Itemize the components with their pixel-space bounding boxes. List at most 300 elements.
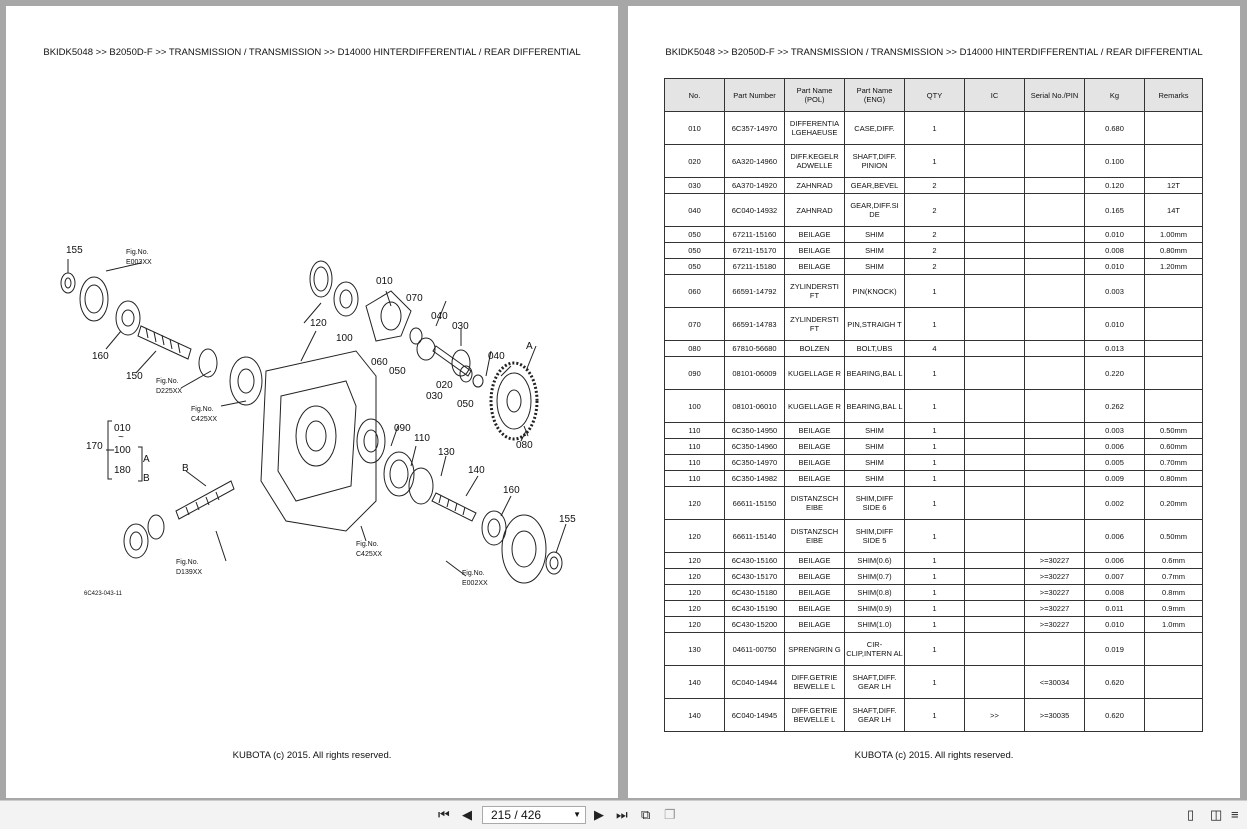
table-cell: 6C430-15180 bbox=[725, 585, 785, 601]
table-cell: 67211-15160 bbox=[725, 227, 785, 243]
left-page bbox=[6, 6, 618, 798]
table-cell: 6C430-15200 bbox=[725, 617, 785, 633]
copy-icon[interactable]: ❐ bbox=[664, 807, 676, 822]
table-cell: >=30227 bbox=[1025, 569, 1085, 585]
table-cell: 6A320-14960 bbox=[725, 145, 785, 178]
table-cell: 1 bbox=[905, 390, 965, 423]
table-cell: 1 bbox=[905, 699, 965, 732]
table-cell: 0.120 bbox=[1085, 178, 1145, 194]
chevron-down-icon: ▼ bbox=[573, 810, 581, 819]
table-cell: 070 bbox=[665, 308, 725, 341]
table-cell: 04611-00750 bbox=[725, 633, 785, 666]
table-cell: >=30227 bbox=[1025, 553, 1085, 569]
table-cell: 0.220 bbox=[1085, 357, 1145, 390]
table-cell: 1 bbox=[905, 617, 965, 633]
svg-text:C425XX: C425XX bbox=[356, 551, 383, 558]
table-cell: 130 bbox=[665, 633, 725, 666]
table-cell: SHIM bbox=[845, 439, 905, 455]
table-row bbox=[665, 471, 1203, 487]
table-cell: 120 bbox=[665, 520, 725, 553]
table-cell: 08101-06009 bbox=[725, 357, 785, 390]
svg-text:040: 040 bbox=[488, 351, 505, 362]
table-cell: 010 bbox=[665, 112, 725, 145]
table-cell bbox=[1145, 275, 1203, 308]
table-cell: 1.0mm bbox=[1145, 617, 1203, 633]
table-cell: 12T bbox=[1145, 178, 1203, 194]
table-cell: BEILAGE bbox=[785, 553, 845, 569]
table-row bbox=[665, 601, 1203, 617]
table-row bbox=[665, 390, 1203, 423]
table-cell: ZAHNRAD bbox=[785, 178, 845, 194]
page-number-select[interactable] bbox=[482, 806, 586, 824]
table-cell: CASE,DIFF. bbox=[845, 112, 905, 145]
table-cell bbox=[1025, 455, 1085, 471]
table-cell: 0.003 bbox=[1085, 423, 1145, 439]
table-cell: 6C350-14950 bbox=[725, 423, 785, 439]
table-cell bbox=[965, 341, 1025, 357]
table-cell bbox=[965, 227, 1025, 243]
table-row bbox=[665, 243, 1203, 259]
table-row bbox=[665, 178, 1203, 194]
svg-text:Fig.No.: Fig.No. bbox=[126, 249, 149, 256]
table-cell: 0.8mm bbox=[1145, 585, 1203, 601]
table-cell: 0.007 bbox=[1085, 569, 1145, 585]
table-cell bbox=[1025, 308, 1085, 341]
table-cell: 0.010 bbox=[1085, 308, 1145, 341]
table-cell: 0.50mm bbox=[1145, 423, 1203, 439]
table-cell: 110 bbox=[665, 423, 725, 439]
table-cell: DIFFERENTIA LGEHAEUSE bbox=[785, 112, 845, 145]
table-cell: 1 bbox=[905, 145, 965, 178]
svg-text:Fig.No.: Fig.No. bbox=[156, 378, 179, 385]
table-cell: SHIM bbox=[845, 227, 905, 243]
svg-text:020: 020 bbox=[436, 380, 453, 391]
table-cell bbox=[965, 666, 1025, 699]
col-header-part-name-eng: Part Name (ENG) bbox=[845, 79, 905, 112]
table-cell bbox=[1145, 357, 1203, 390]
table-cell: BOLZEN bbox=[785, 341, 845, 357]
table-cell: 6C040-14932 bbox=[725, 194, 785, 227]
table-cell: 0.019 bbox=[1085, 633, 1145, 666]
table-row bbox=[665, 194, 1203, 227]
table-cell: 1.20mm bbox=[1145, 259, 1203, 275]
table-cell bbox=[965, 243, 1025, 259]
table-cell: SHIM(0.9) bbox=[845, 601, 905, 617]
table-cell bbox=[1025, 520, 1085, 553]
table-cell: 2 bbox=[905, 259, 965, 275]
table-cell: 050 bbox=[665, 227, 725, 243]
table-cell: 0.008 bbox=[1085, 243, 1145, 259]
table-cell bbox=[1145, 666, 1203, 699]
col-header-part-name-pol: Part Name (POL) bbox=[785, 79, 845, 112]
svg-text:090: 090 bbox=[394, 423, 411, 434]
table-cell: DIFF.GETRIE BEWELLE L bbox=[785, 666, 845, 699]
table-cell: BEILAGE bbox=[785, 259, 845, 275]
table-cell: 67211-15170 bbox=[725, 243, 785, 259]
table-cell bbox=[1145, 308, 1203, 341]
table-cell: 2 bbox=[905, 178, 965, 194]
table-cell: 4 bbox=[905, 341, 965, 357]
table-cell bbox=[1025, 341, 1085, 357]
table-cell: >> bbox=[965, 699, 1025, 732]
svg-text:D225XX: D225XX bbox=[156, 388, 183, 395]
table-cell: SHIM(1.0) bbox=[845, 617, 905, 633]
table-cell bbox=[1025, 439, 1085, 455]
footer-left: KUBOTA (c) 2015. All rights reserved. bbox=[232, 750, 392, 761]
table-cell: 0.620 bbox=[1085, 699, 1145, 732]
last-page-icon[interactable]: ⏭ bbox=[616, 807, 628, 822]
table-cell bbox=[1145, 112, 1203, 145]
table-cell: 110 bbox=[665, 471, 725, 487]
table-row bbox=[665, 227, 1203, 243]
svg-text:050: 050 bbox=[457, 399, 474, 410]
col-header-kg: Kg bbox=[1085, 79, 1145, 112]
table-cell: KUGELLAGE R bbox=[785, 357, 845, 390]
table-cell: 6C430-15170 bbox=[725, 569, 785, 585]
table-cell: 67211-15180 bbox=[725, 259, 785, 275]
table-row bbox=[665, 439, 1203, 455]
table-cell: 1 bbox=[905, 569, 965, 585]
table-cell: 090 bbox=[665, 357, 725, 390]
svg-text:080: 080 bbox=[516, 440, 533, 451]
table-cell: 0.002 bbox=[1085, 487, 1145, 520]
table-cell: 1 bbox=[905, 423, 965, 439]
table-cell: 120 bbox=[665, 569, 725, 585]
table-cell: BEILAGE bbox=[785, 569, 845, 585]
table-cell bbox=[1025, 194, 1085, 227]
table-cell bbox=[965, 259, 1025, 275]
svg-text:Fig.No.: Fig.No. bbox=[176, 559, 199, 566]
table-cell: 1 bbox=[905, 585, 965, 601]
table-cell bbox=[1025, 390, 1085, 423]
table-cell: 67810-56680 bbox=[725, 341, 785, 357]
table-cell: 0.003 bbox=[1085, 275, 1145, 308]
table-cell: 1 bbox=[905, 455, 965, 471]
table-cell: 0.165 bbox=[1085, 194, 1145, 227]
table-cell bbox=[1025, 275, 1085, 308]
next-page-icon[interactable]: ▶ bbox=[594, 807, 604, 822]
svg-text:030: 030 bbox=[426, 391, 443, 402]
table-cell: 080 bbox=[665, 341, 725, 357]
col-header-qty: QTY bbox=[905, 79, 965, 112]
table-cell: 6C430-15190 bbox=[725, 601, 785, 617]
table-cell: 120 bbox=[665, 617, 725, 633]
table-cell: 08101-06010 bbox=[725, 390, 785, 423]
table-cell: 120 bbox=[665, 487, 725, 520]
table-cell: BEILAGE bbox=[785, 227, 845, 243]
table-cell: BEILAGE bbox=[785, 617, 845, 633]
table-cell: 66611-15150 bbox=[725, 487, 785, 520]
table-cell: SHIM(0.6) bbox=[845, 553, 905, 569]
table-cell bbox=[965, 633, 1025, 666]
table-cell bbox=[965, 471, 1025, 487]
table-cell: 040 bbox=[665, 194, 725, 227]
svg-text:010: 010 bbox=[114, 423, 131, 434]
single-page-icon[interactable]: ▯ bbox=[1187, 807, 1195, 822]
prev-page-icon[interactable]: ◀ bbox=[462, 807, 472, 822]
first-page-icon[interactable]: ⏮ bbox=[438, 807, 450, 822]
table-cell bbox=[965, 617, 1025, 633]
table-row bbox=[665, 520, 1203, 553]
table-cell bbox=[965, 357, 1025, 390]
table-cell: SHIM bbox=[845, 455, 905, 471]
table-row bbox=[665, 585, 1203, 601]
table-cell: 6C430-15160 bbox=[725, 553, 785, 569]
breadcrumb-right: BKIDK5048 >> B2050D-F >> TRANSMISSION / TRANSMISSION >> D14000 HINTERDIFFERENTIAL / REAR DIFFERENTIAL bbox=[665, 47, 1203, 58]
table-cell bbox=[965, 308, 1025, 341]
svg-text:130: 130 bbox=[438, 447, 455, 458]
table-cell: 0.006 bbox=[1085, 553, 1145, 569]
table-cell: 110 bbox=[665, 439, 725, 455]
table-cell: 0.620 bbox=[1085, 666, 1145, 699]
table-cell: 6C350-14960 bbox=[725, 439, 785, 455]
table-cell: DISTANZSCH EIBE bbox=[785, 487, 845, 520]
table-cell: 0.70mm bbox=[1145, 455, 1203, 471]
table-cell bbox=[1145, 145, 1203, 178]
table-cell bbox=[1025, 357, 1085, 390]
table-cell: 2 bbox=[905, 194, 965, 227]
svg-text:A: A bbox=[143, 454, 150, 465]
table-cell: 0.100 bbox=[1085, 145, 1145, 178]
table-cell: GEAR,DIFF.SI DE bbox=[845, 194, 905, 227]
table-cell: SHIM bbox=[845, 243, 905, 259]
table-cell: BEILAGE bbox=[785, 243, 845, 259]
table-cell bbox=[965, 145, 1025, 178]
table-row bbox=[665, 699, 1203, 732]
svg-text:100: 100 bbox=[336, 333, 353, 344]
table-cell: 030 bbox=[665, 178, 725, 194]
table-cell: 1 bbox=[905, 308, 965, 341]
breadcrumb-left: BKIDK5048 >> B2050D-F >> TRANSMISSION / TRANSMISSION >> D14000 HINTERDIFFERENTIAL / REAR DIFFERENTIAL bbox=[43, 47, 581, 58]
table-cell: SHIM bbox=[845, 423, 905, 439]
svg-text:060: 060 bbox=[371, 357, 388, 368]
col-header-no: No. bbox=[665, 79, 725, 112]
table-cell bbox=[965, 439, 1025, 455]
table-cell: 0.010 bbox=[1085, 617, 1145, 633]
table-cell: 66611-15140 bbox=[725, 520, 785, 553]
svg-text:155: 155 bbox=[66, 245, 83, 256]
table-cell: BEILAGE bbox=[785, 423, 845, 439]
col-header-remarks: Remarks bbox=[1145, 79, 1203, 112]
table-cell: 1 bbox=[905, 275, 965, 308]
table-cell: 140 bbox=[665, 666, 725, 699]
table-cell bbox=[1145, 699, 1203, 732]
table-row bbox=[665, 308, 1203, 341]
svg-text:B: B bbox=[143, 473, 150, 484]
table-row bbox=[665, 112, 1203, 145]
table-cell: SPRENGRIN G bbox=[785, 633, 845, 666]
table-cell bbox=[1025, 178, 1085, 194]
table-cell: 14T bbox=[1145, 194, 1203, 227]
table-cell: 2 bbox=[905, 243, 965, 259]
table-cell: 1 bbox=[905, 601, 965, 617]
table-cell: 6C040-14945 bbox=[725, 699, 785, 732]
table-cell bbox=[1025, 259, 1085, 275]
table-cell: BEILAGE bbox=[785, 439, 845, 455]
table-cell bbox=[965, 569, 1025, 585]
table-cell: 1 bbox=[905, 487, 965, 520]
table-cell bbox=[965, 585, 1025, 601]
table-cell bbox=[1025, 227, 1085, 243]
continuous-view-icon[interactable]: ≡ bbox=[1231, 807, 1239, 822]
table-cell: 0.010 bbox=[1085, 227, 1145, 243]
table-cell: 140 bbox=[665, 699, 725, 732]
table-cell: 0.20mm bbox=[1145, 487, 1203, 520]
table-cell: 2 bbox=[905, 227, 965, 243]
col-header-ic: IC bbox=[965, 79, 1025, 112]
table-cell: 1 bbox=[905, 471, 965, 487]
table-cell: 6C040-14944 bbox=[725, 666, 785, 699]
col-header-part-number: Part Number bbox=[725, 79, 785, 112]
svg-text:D139XX: D139XX bbox=[176, 569, 203, 576]
table-cell: 6A370-14920 bbox=[725, 178, 785, 194]
svg-text:155: 155 bbox=[559, 514, 576, 525]
table-cell: 050 bbox=[665, 259, 725, 275]
svg-text:150: 150 bbox=[126, 371, 143, 382]
table-cell: BEARING,BAL L bbox=[845, 390, 905, 423]
svg-text:160: 160 bbox=[503, 485, 520, 496]
table-cell: >=30227 bbox=[1025, 617, 1085, 633]
table-cell bbox=[965, 601, 1025, 617]
table-row bbox=[665, 341, 1203, 357]
svg-text:180: 180 bbox=[114, 465, 131, 476]
table-cell: SHAFT,DIFF. GEAR LH bbox=[845, 666, 905, 699]
table-cell: 0.7mm bbox=[1145, 569, 1203, 585]
table-cell bbox=[1145, 633, 1203, 666]
table-cell: 120 bbox=[665, 601, 725, 617]
table-cell: SHIM,DIFF SIDE 5 bbox=[845, 520, 905, 553]
table-cell: 060 bbox=[665, 275, 725, 308]
table-row bbox=[665, 145, 1203, 178]
table-cell: 0.011 bbox=[1085, 601, 1145, 617]
table-cell: SHIM bbox=[845, 471, 905, 487]
table-cell: 1 bbox=[905, 633, 965, 666]
table-cell: 1 bbox=[905, 439, 965, 455]
table-cell: >=30227 bbox=[1025, 601, 1085, 617]
table-cell: 0.680 bbox=[1085, 112, 1145, 145]
footer-right: KUBOTA (c) 2015. All rights reserved. bbox=[854, 750, 1014, 761]
table-cell: 66591-14792 bbox=[725, 275, 785, 308]
table-cell bbox=[1025, 633, 1085, 666]
table-cell: 0.6mm bbox=[1145, 553, 1203, 569]
table-row bbox=[665, 487, 1203, 520]
page-indicator: 215 / 426 bbox=[491, 808, 542, 822]
table-cell bbox=[965, 194, 1025, 227]
table-cell bbox=[1145, 390, 1203, 423]
two-page-view-icon[interactable]: ⧉ bbox=[641, 807, 651, 822]
table-cell: 0.009 bbox=[1085, 471, 1145, 487]
table-cell bbox=[965, 390, 1025, 423]
table-cell bbox=[965, 112, 1025, 145]
table-row bbox=[665, 275, 1203, 308]
table-cell: DISTANZSCH EIBE bbox=[785, 520, 845, 553]
table-cell: BEILAGE bbox=[785, 471, 845, 487]
svg-text:~: ~ bbox=[118, 432, 124, 443]
svg-text:B: B bbox=[182, 463, 189, 474]
table-cell: KUGELLAGE R bbox=[785, 390, 845, 423]
parts-table-body bbox=[665, 112, 1203, 732]
table-cell: SHIM bbox=[845, 259, 905, 275]
table-row bbox=[665, 455, 1203, 471]
table-cell: 6C350-14970 bbox=[725, 455, 785, 471]
svg-text:170: 170 bbox=[86, 441, 103, 452]
table-cell: 0.006 bbox=[1085, 439, 1145, 455]
table-cell: 120 bbox=[665, 553, 725, 569]
table-cell: 0.262 bbox=[1085, 390, 1145, 423]
table-cell: 100 bbox=[665, 390, 725, 423]
table-cell bbox=[965, 487, 1025, 520]
col-header-serial: Serial No./PIN bbox=[1025, 79, 1085, 112]
table-cell: PIN(KNOCK) bbox=[845, 275, 905, 308]
table-row bbox=[665, 259, 1203, 275]
table-cell bbox=[1025, 145, 1085, 178]
table-cell: SHIM(0.8) bbox=[845, 585, 905, 601]
table-cell bbox=[965, 178, 1025, 194]
table-cell: SHIM,DIFF SIDE 6 bbox=[845, 487, 905, 520]
facing-pages-icon[interactable]: ◫ bbox=[1210, 807, 1223, 822]
table-cell: 1 bbox=[905, 666, 965, 699]
table-cell bbox=[965, 520, 1025, 553]
table-cell bbox=[965, 275, 1025, 308]
table-cell: 0.80mm bbox=[1145, 471, 1203, 487]
svg-text:120: 120 bbox=[310, 318, 327, 329]
svg-text:A: A bbox=[526, 341, 533, 352]
table-row bbox=[665, 357, 1203, 390]
svg-text:070: 070 bbox=[406, 293, 423, 304]
table-cell: 1 bbox=[905, 520, 965, 553]
table-cell bbox=[965, 553, 1025, 569]
table-cell: 1 bbox=[905, 112, 965, 145]
table-cell: SHAFT,DIFF. GEAR LH bbox=[845, 699, 905, 732]
table-row bbox=[665, 569, 1203, 585]
table-cell: 110 bbox=[665, 455, 725, 471]
table-cell: BEILAGE bbox=[785, 601, 845, 617]
table-cell: BEILAGE bbox=[785, 585, 845, 601]
table-row bbox=[665, 666, 1203, 699]
svg-text:C425XX: C425XX bbox=[191, 416, 218, 423]
table-cell bbox=[1025, 487, 1085, 520]
table-row bbox=[665, 633, 1203, 666]
table-cell: CIR- CLIP,INTERN AL bbox=[845, 633, 905, 666]
table-cell: 020 bbox=[665, 145, 725, 178]
table-cell bbox=[1025, 112, 1085, 145]
svg-text:160: 160 bbox=[92, 351, 109, 362]
svg-text:100: 100 bbox=[114, 445, 131, 456]
table-cell bbox=[1025, 471, 1085, 487]
table-cell: 0.50mm bbox=[1145, 520, 1203, 553]
table-row bbox=[665, 617, 1203, 633]
svg-text:Fig.No.: Fig.No. bbox=[356, 541, 379, 548]
table-cell: >=30035 bbox=[1025, 699, 1085, 732]
table-row bbox=[665, 423, 1203, 439]
svg-text:E003XX: E003XX bbox=[126, 259, 152, 266]
svg-text:010: 010 bbox=[376, 276, 393, 287]
right-page bbox=[628, 6, 1240, 798]
table-cell: ZYLINDERSTI FT bbox=[785, 308, 845, 341]
table-cell: 0.006 bbox=[1085, 520, 1145, 553]
table-cell: 0.80mm bbox=[1145, 243, 1203, 259]
parts-table-header bbox=[665, 79, 1203, 112]
table-cell: ZYLINDERSTI FT bbox=[785, 275, 845, 308]
table-cell: 66591-14783 bbox=[725, 308, 785, 341]
table-cell: 0.60mm bbox=[1145, 439, 1203, 455]
table-cell bbox=[1025, 243, 1085, 259]
svg-text:030: 030 bbox=[452, 321, 469, 332]
table-cell bbox=[1145, 341, 1203, 357]
table-cell bbox=[965, 455, 1025, 471]
table-cell: BEARING,BAL L bbox=[845, 357, 905, 390]
svg-text:Fig.No.: Fig.No. bbox=[462, 570, 485, 577]
